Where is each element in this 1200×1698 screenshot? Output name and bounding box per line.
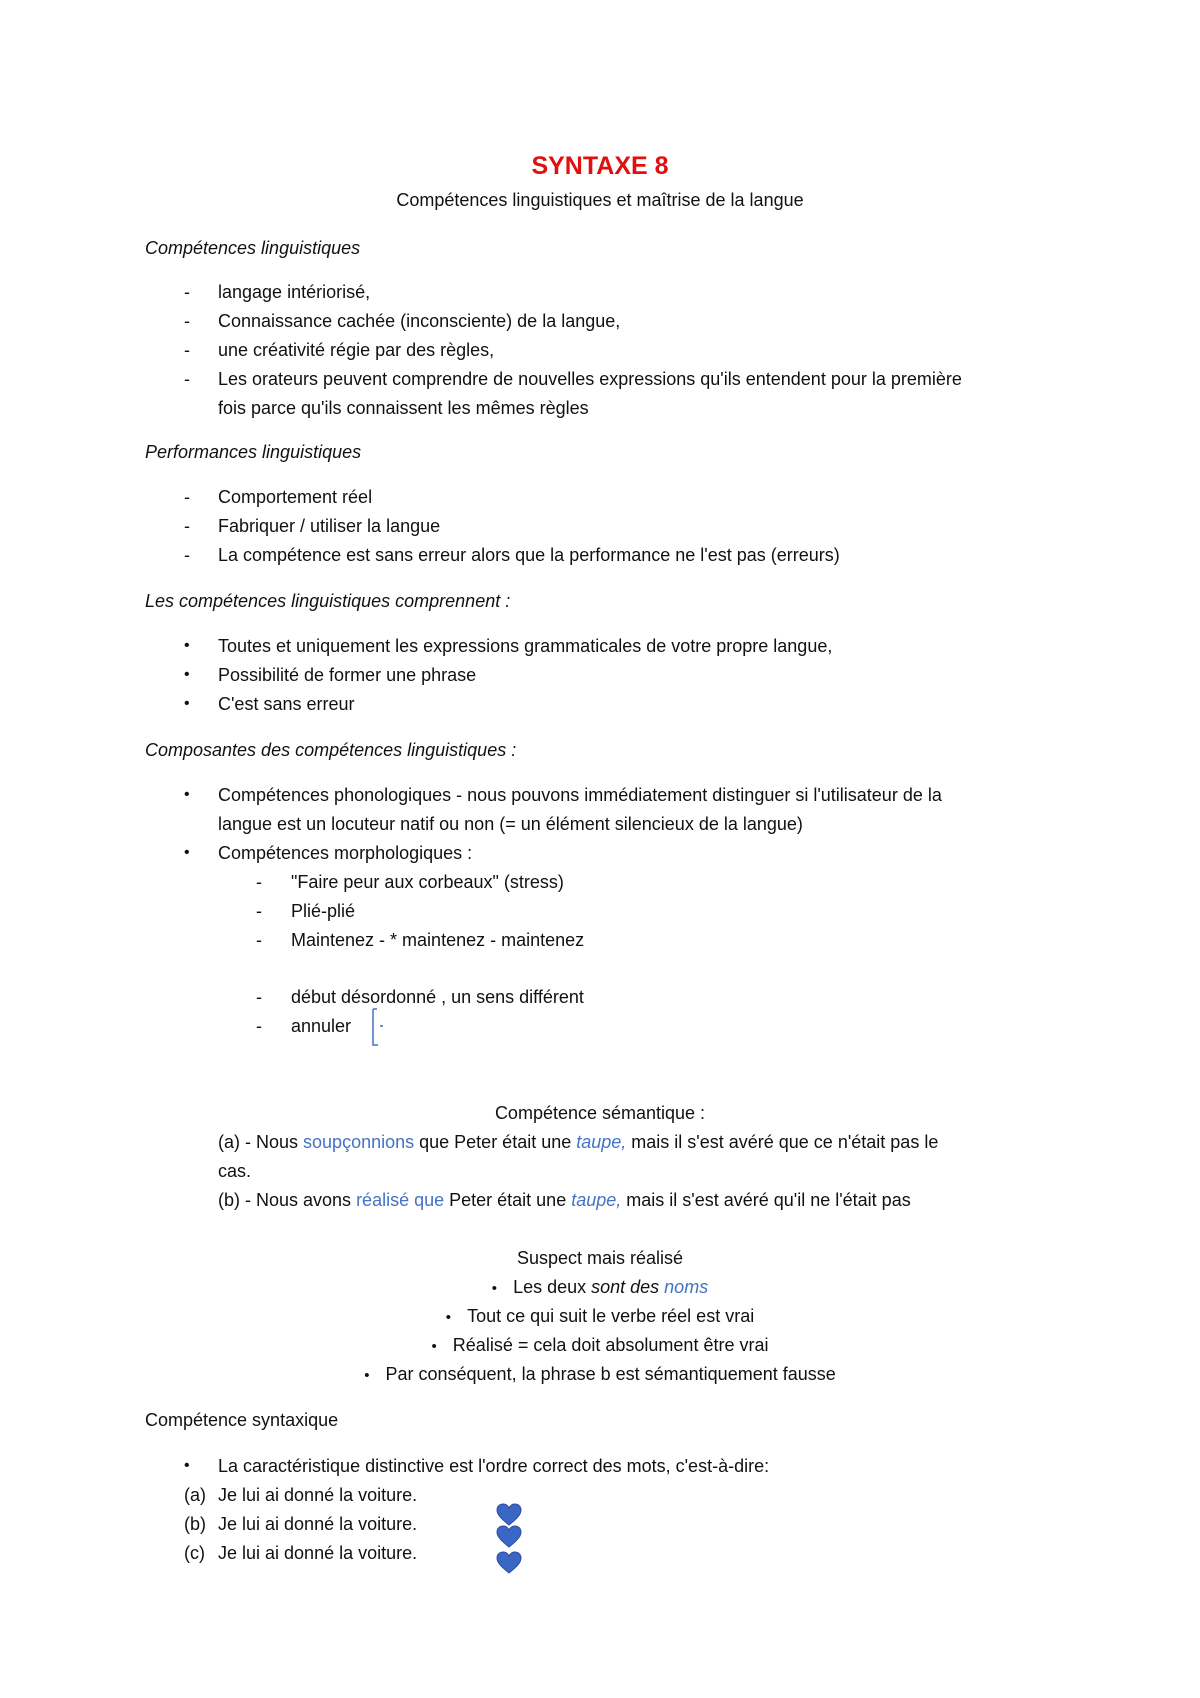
example-label: (c) [184, 1543, 205, 1563]
bullet-marker: • [364, 1367, 370, 1384]
bullet-marker: • [431, 1338, 437, 1355]
dash-marker: - [184, 282, 190, 302]
sub-list-item: Maintenez - * maintenez - maintenez [291, 930, 585, 950]
sentence-b-verb: réalisé que [356, 1190, 445, 1210]
dash-marker: - [256, 987, 262, 1007]
heading-composantes: Composantes des compétences linguistiques : [145, 740, 517, 760]
example-sentence: Je lui ai donné la voiture. [218, 1485, 418, 1505]
dash-marker: - [256, 872, 262, 892]
sub-list-item: "Faire peur aux corbeaux" (stress) [291, 872, 564, 892]
bracket-icon [371, 1007, 383, 1047]
point-3: Réalisé = cela doit absolument être vrai [452, 1335, 769, 1355]
sentence-b-suffix: mais il s'est avéré qu'il ne l'était pas [621, 1190, 911, 1210]
bullet-marker: • [445, 1309, 452, 1326]
heading-performances: Performances linguistiques [145, 442, 362, 462]
list-item: Connaissance cachée (inconsciente) de la langue, [218, 311, 621, 331]
page-subtitle: Compétences linguistiques et maîtrise de la langue [396, 190, 804, 210]
point-2: Tout ce qui suit le verbe réel est vrai [467, 1306, 755, 1326]
example-label: (b) [184, 1514, 206, 1534]
centered-point [0, 1307, 1200, 1325]
list-item-continuation: langue est un locuteur natif ou non (= un élément silencieux de la langue) [218, 814, 803, 834]
caption-suspect: Suspect mais réalisé [516, 1248, 684, 1268]
list-item: La caractéristique distinctive est l'ordre correct des mots, c'est-à-dire: [218, 1456, 770, 1476]
sentence-a-suffix: mais il s'est avéré que ce n'était pas le [626, 1132, 939, 1152]
centered-point [0, 1336, 1200, 1354]
list-item: La compétence est sans erreur alors que la performance ne l'est pas (erreurs) [218, 545, 840, 565]
sentence-a-mid: que Peter était une [414, 1132, 577, 1152]
sentence-b-noun: taupe, [571, 1190, 622, 1210]
list-item: Possibilité de former une phrase [218, 665, 477, 685]
list-item: Toutes et uniquement les expressions grammaticales de votre propre langue, [218, 636, 833, 656]
sentence-a-noun: taupe, [576, 1132, 627, 1152]
heading-semantique: Compétence sémantique : [494, 1103, 706, 1123]
list-item: Les orateurs peuvent comprendre de nouvelles expressions qu'ils entendent pour la première [218, 369, 962, 389]
list-item: Compétences morphologiques : [218, 843, 473, 863]
bullet-marker: • [184, 844, 190, 861]
sentence-a-continuation: cas. [218, 1161, 252, 1181]
list-item: langage intériorisé, [218, 282, 371, 302]
dash-marker: - [184, 311, 190, 331]
centered-point [0, 1278, 1200, 1296]
bullet-marker: • [184, 695, 190, 712]
heart-icon [496, 1525, 522, 1549]
example-sentence: Je lui ai donné la voiture. [218, 1514, 418, 1534]
heart-icon [496, 1551, 522, 1575]
list-item: une créativité régie par des règles, [218, 340, 495, 360]
bullet-marker: • [184, 637, 190, 654]
bullet-marker: • [184, 666, 190, 683]
point-1-pre: Les deux [513, 1277, 592, 1297]
point-4: Par conséquent, la phrase b est sémantiquement fausse [385, 1364, 836, 1384]
bullet-marker: • [184, 786, 190, 803]
dash-marker: - [184, 340, 190, 360]
dash-marker: - [256, 901, 262, 921]
centered-point [0, 1365, 1200, 1383]
heading-competences: Compétences linguistiques [145, 238, 361, 258]
heading-comprennent: Les compétences linguistiques comprennent : [145, 591, 511, 611]
dash-marker: - [256, 930, 262, 950]
list-item: Comportement réel [218, 487, 373, 507]
heart-icon [496, 1503, 522, 1527]
example-label: (a) [184, 1485, 206, 1505]
dash-marker: - [184, 369, 190, 389]
heading-syntaxique: Compétence syntaxique [145, 1410, 339, 1430]
bullet-marker: • [491, 1280, 498, 1297]
sub-list-item: Plié-plié [291, 901, 356, 921]
point-1-ital: sont des [591, 1277, 665, 1297]
dash-marker: - [184, 516, 190, 536]
dash-marker: - [184, 487, 190, 507]
sentence-b [218, 1191, 911, 1209]
sentence-b-prefix: (b) - Nous avons [218, 1190, 357, 1210]
list-item: C'est sans erreur [218, 694, 355, 714]
sentence-b-mid: Peter était une [444, 1190, 572, 1210]
list-item: Compétences phonologiques - nous pouvons immédiatement distinguer si l'utilisateur de la [218, 785, 942, 805]
sentence-a-verb: soupçonnions [303, 1132, 415, 1152]
sentence-a-prefix: (a) - Nous [218, 1132, 304, 1152]
bullet-marker: • [184, 1457, 190, 1474]
list-item-continuation: fois parce qu'ils connaissent les mêmes règles [218, 398, 589, 418]
list-item: Fabriquer / utiliser la langue [218, 516, 441, 536]
page-title: SYNTAXE 8 [531, 152, 669, 180]
sub-list-item: début désordonné , un sens différent [291, 987, 584, 1007]
dash-marker: - [256, 1016, 262, 1036]
dash-marker: - [184, 545, 190, 565]
example-sentence: Je lui ai donné la voiture. [218, 1543, 418, 1563]
sentence-a [218, 1133, 938, 1151]
point-1-blue: noms [664, 1277, 709, 1297]
sub-list-item: annuler [291, 1016, 352, 1036]
